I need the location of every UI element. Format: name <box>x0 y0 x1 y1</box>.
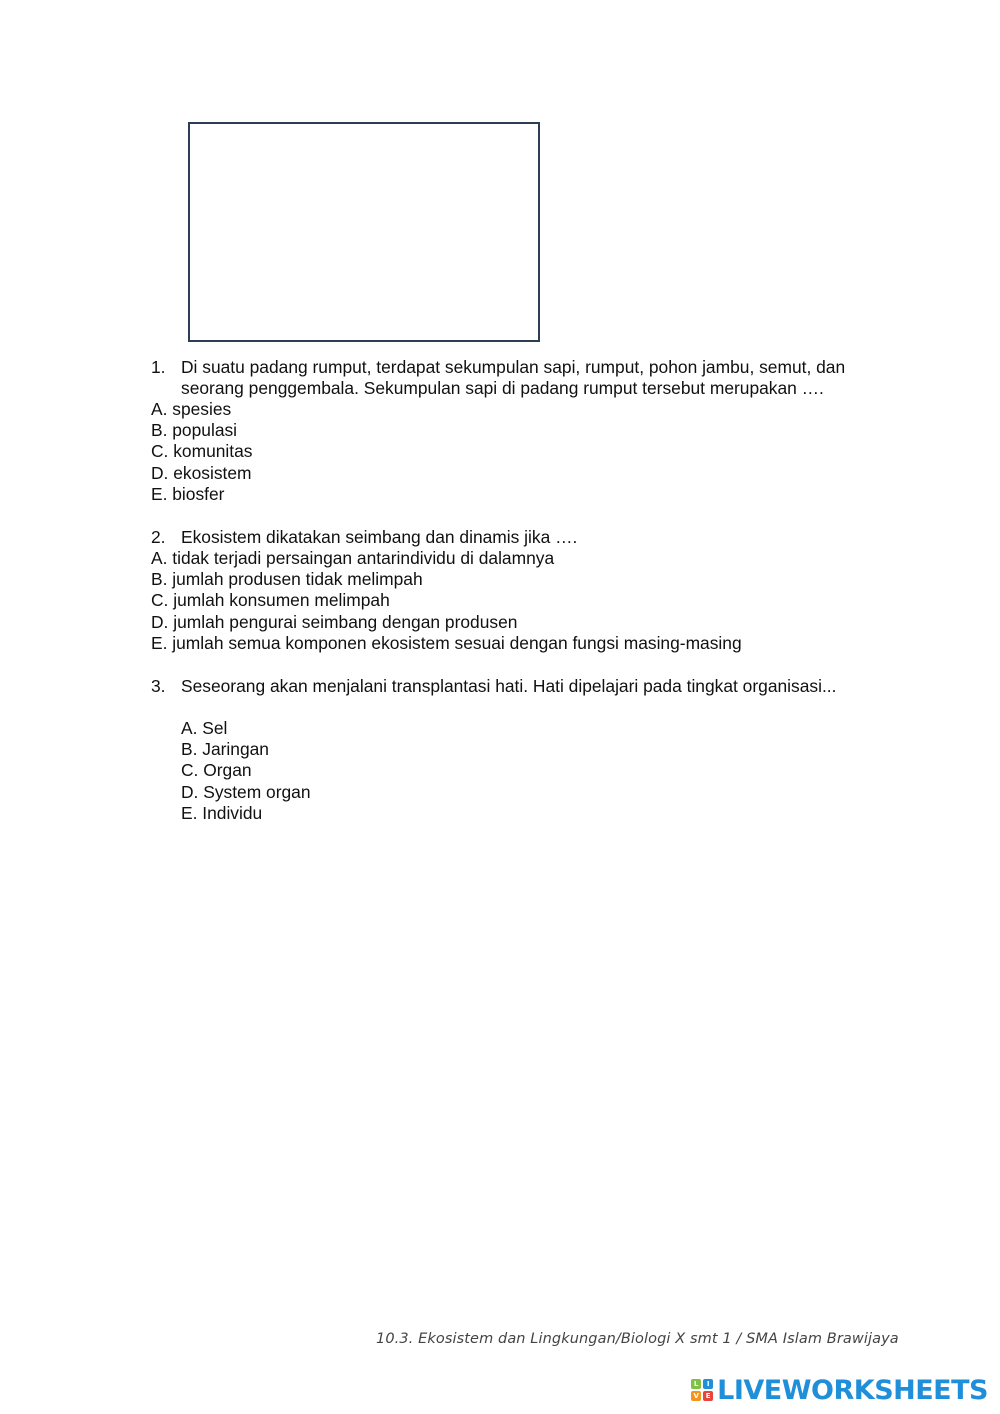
answer-option: A. spesies <box>151 399 232 419</box>
page-footer: 10.3. Ekosistem dan Lingkungan/Biologi X smt 1 / SMA Islam Brawijaya <box>376 1331 899 1347</box>
answer-option: A. Sel <box>181 718 228 738</box>
question-number: 2. <box>151 527 166 547</box>
answer-option: C. komunitas <box>151 441 253 461</box>
question-number: 1. <box>151 357 166 377</box>
answer-option: C. Organ <box>181 760 252 780</box>
answer-option: E. Individu <box>181 803 263 823</box>
answer-option: B. populasi <box>151 420 238 440</box>
answer-option: E. biosfer <box>151 484 225 504</box>
question-text: Ekosistem dikatakan seimbang dan dinamis jika …. <box>181 527 578 547</box>
answer-option: D. jumlah pengurai seimbang dengan produsen <box>151 612 518 632</box>
answer-option: B. Jaringan <box>181 739 269 759</box>
question-text: Di suatu padang rumput, terdapat sekumpulan sapi, rumput, pohon jambu, semut, dan <box>181 357 846 377</box>
brand-wordmark: LIVEWORKSHEETS <box>717 1374 988 1406</box>
question-image-placeholder <box>188 122 540 342</box>
logo-tile: L <box>691 1379 701 1389</box>
answer-option: E. jumlah semua komponen ekosistem sesuai dengan fungsi masing-masing <box>151 633 742 653</box>
question-text: Seseorang akan menjalani transplantasi hati. Hati dipelajari pada tingkat organisasi... <box>181 676 837 696</box>
logo-tile: E <box>703 1391 713 1401</box>
question-number: 3. <box>151 676 166 696</box>
answer-option: A. tidak terjadi persaingan antarindividu di dalamnya <box>151 548 555 568</box>
question-text: seorang penggembala. Sekumpulan sapi di padang rumput tersebut merupakan …. <box>181 378 824 398</box>
liveworksheets-brand <box>691 1374 988 1406</box>
answer-option: D. System organ <box>181 782 311 802</box>
answer-option: C. jumlah konsumen melimpah <box>151 590 390 610</box>
logo-tile: V <box>691 1391 701 1401</box>
liveworksheets-logo-icon <box>691 1379 713 1401</box>
answer-option: B. jumlah produsen tidak melimpah <box>151 569 423 589</box>
logo-tile: I <box>703 1379 713 1389</box>
answer-option: D. ekosistem <box>151 463 252 483</box>
